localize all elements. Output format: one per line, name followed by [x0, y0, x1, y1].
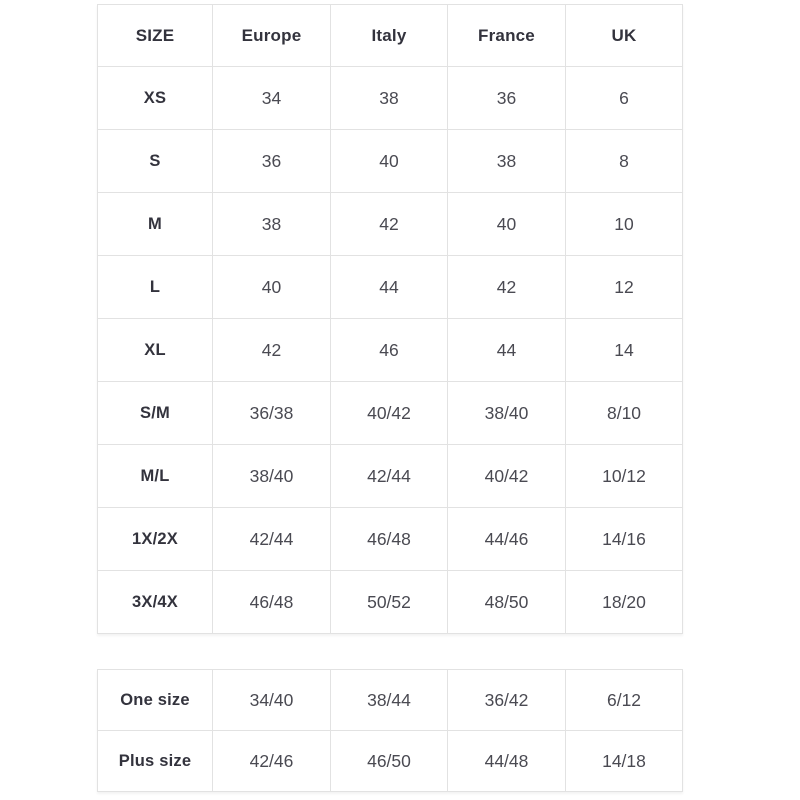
- size-value-cell: 12: [566, 256, 683, 319]
- size-value-cell: 44: [331, 256, 448, 319]
- size-value-cell: 14/18: [566, 731, 683, 792]
- row-header: L: [98, 256, 213, 319]
- size-value-cell: 34/40: [213, 670, 331, 731]
- size-value-cell: 42: [213, 319, 331, 382]
- size-value-cell: 8/10: [566, 382, 683, 445]
- row-header: 1X/2X: [98, 508, 213, 571]
- table-row: [98, 445, 683, 508]
- size-value-cell: 38/40: [448, 382, 566, 445]
- size-value-cell: 46/50: [331, 731, 448, 792]
- row-header: XL: [98, 319, 213, 382]
- size-value-cell: 40: [331, 130, 448, 193]
- size-value-cell: 38: [331, 67, 448, 130]
- size-value-cell: 42/46: [213, 731, 331, 792]
- row-header: M: [98, 193, 213, 256]
- size-value-cell: 18/20: [566, 571, 683, 634]
- size-value-cell: 46: [331, 319, 448, 382]
- size-value-cell: 14: [566, 319, 683, 382]
- size-value-cell: 42/44: [331, 445, 448, 508]
- size-value-cell: 40/42: [331, 382, 448, 445]
- column-header-size: SIZE: [98, 5, 213, 67]
- row-header: M/L: [98, 445, 213, 508]
- size-value-cell: 50/52: [331, 571, 448, 634]
- size-value-cell: 46/48: [331, 508, 448, 571]
- row-header: One size: [98, 670, 213, 731]
- header-row: [98, 5, 683, 67]
- size-value-cell: 40: [448, 193, 566, 256]
- size-value-cell: 40/42: [448, 445, 566, 508]
- row-header: S/M: [98, 382, 213, 445]
- row-header: XS: [98, 67, 213, 130]
- table-row: [98, 731, 683, 792]
- size-conversion-tables: [97, 4, 683, 792]
- column-header-uk: UK: [566, 5, 683, 67]
- size-value-cell: 34: [213, 67, 331, 130]
- size-value-cell: 46/48: [213, 571, 331, 634]
- special-sizes-table: [97, 669, 683, 792]
- size-value-cell: 48/50: [448, 571, 566, 634]
- size-value-cell: 14/16: [566, 508, 683, 571]
- size-value-cell: 42: [448, 256, 566, 319]
- size-value-cell: 6/12: [566, 670, 683, 731]
- size-value-cell: 44/46: [448, 508, 566, 571]
- table-row: [98, 382, 683, 445]
- size-value-cell: 38: [213, 193, 331, 256]
- size-value-cell: 36/42: [448, 670, 566, 731]
- table-row: [98, 193, 683, 256]
- size-value-cell: 6: [566, 67, 683, 130]
- column-header-france: France: [448, 5, 566, 67]
- row-header: Plus size: [98, 731, 213, 792]
- table-row: [98, 67, 683, 130]
- size-value-cell: 38/44: [331, 670, 448, 731]
- row-header: S: [98, 130, 213, 193]
- size-value-cell: 36: [213, 130, 331, 193]
- size-value-cell: 10/12: [566, 445, 683, 508]
- row-header: 3X/4X: [98, 571, 213, 634]
- size-value-cell: 42: [331, 193, 448, 256]
- size-value-cell: 36/38: [213, 382, 331, 445]
- table-row: [98, 130, 683, 193]
- column-header-europe: Europe: [213, 5, 331, 67]
- size-value-cell: 36: [448, 67, 566, 130]
- size-value-cell: 38: [448, 130, 566, 193]
- column-header-italy: Italy: [331, 5, 448, 67]
- size-conversion-table: [97, 4, 683, 634]
- table-row: [98, 571, 683, 634]
- size-value-cell: 8: [566, 130, 683, 193]
- table-row: [98, 508, 683, 571]
- table-row: [98, 256, 683, 319]
- size-value-cell: 44: [448, 319, 566, 382]
- table-row: [98, 670, 683, 731]
- table-row: [98, 319, 683, 382]
- size-value-cell: 38/40: [213, 445, 331, 508]
- size-value-cell: 10: [566, 193, 683, 256]
- size-value-cell: 40: [213, 256, 331, 319]
- size-value-cell: 44/48: [448, 731, 566, 792]
- size-value-cell: 42/44: [213, 508, 331, 571]
